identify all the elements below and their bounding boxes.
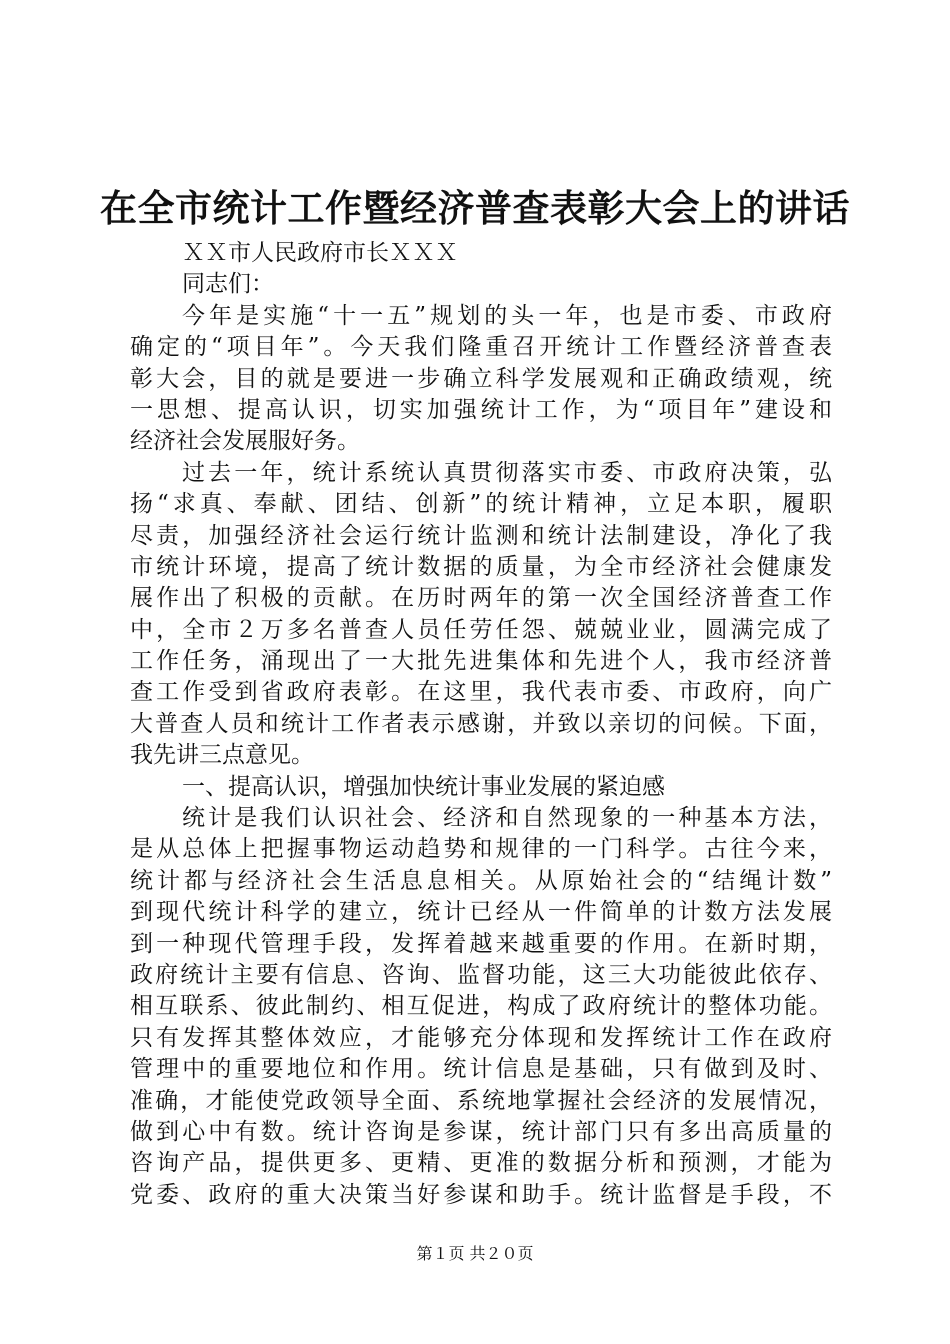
text-line: 相互联系、彼此制约、相互促进，构成了政府统计的整体功能。 — [130, 993, 832, 1020]
text-line: 中，全市２万多名普查人员任劳任怨、兢兢业业，圆满完成了 — [130, 616, 832, 643]
text-line: 过去一年，统计系统认真贯彻落实市委、市政府决策，弘 — [182, 459, 832, 486]
text-line: 管理中的重要地位和作用。统计信息是基础，只有做到及时、 — [130, 1056, 832, 1083]
text-line: 确定的“项目年”。今天我们隆重召开统计工作暨经济普查表 — [130, 334, 832, 361]
text-line: 咨询产品，提供更多、更精、更准的数据分析和预测，才能为 — [130, 1150, 832, 1177]
text-line: 党委、政府的重大决策当好参谋和助手。统计监督是手段，不 — [130, 1181, 832, 1208]
text-line: 政府统计主要有信息、咨询、监督功能，这三大功能彼此依存、 — [130, 961, 832, 988]
text-line: 扬“求真、奉献、团结、创新”的统计精神，立足本职，履职 — [130, 491, 832, 518]
text-line: 到一种现代管理手段，发挥着越来越重要的作用。在新时期， — [130, 930, 832, 957]
text-line: 我先讲三点意见。 — [130, 742, 314, 769]
text-line: 统计都与经济社会生活息息相关。从原始社会的“结绳计数” — [130, 867, 832, 894]
text-line: 做到心中有数。统计咨询是参谋，统计部门只有多出高质量的 — [130, 1118, 832, 1145]
text-line: 经济社会发展服好务。 — [130, 428, 360, 455]
text-line: ＸＸ市人民政府市长ＸＸＸ — [182, 240, 458, 266]
text-line: 工作任务，涌现出了一大批先进集体和先进个人，我市经济普 — [130, 648, 832, 675]
text-line: 大普查人员和统计工作者表示感谢，并致以亲切的问候。下面， — [130, 710, 832, 737]
text-line: 是从总体上把握事物运动趋势和规律的一门科学。古往今来， — [130, 836, 832, 863]
document-body — [130, 238, 832, 1211]
text-line: 查工作受到省政府表彰。在这里，我代表市委、市政府，向广 — [130, 679, 832, 706]
page-number-footer: 第１页 共２０页 — [416, 1244, 534, 1263]
text-line: 市统计环境，提高了统计数据的质量，为全市经济社会健康发 — [130, 553, 832, 580]
text-line: 一、提高认识，增强加快统计事业发展的紧迫感 — [182, 773, 665, 800]
text-line: 只有发挥其整体效应，才能够充分体现和发挥统计工作在政府 — [130, 1024, 832, 1051]
text-line: 一思想、提高认识，切实加强统计工作，为“项目年”建设和 — [130, 396, 832, 423]
text-line: 尽责，加强经济社会运行统计监测和统计法制建设，净化了我 — [130, 522, 832, 549]
text-line: 到现代统计科学的建立，统计已经从一件简单的计数方法发展 — [130, 899, 832, 926]
text-line: 准确，才能使党政领导全面、系统地掌握社会经济的发展情况， — [130, 1087, 832, 1114]
text-line: 统计是我们认识社会、经济和自然现象的一种基本方法， — [182, 805, 832, 832]
text-line: 同志们： — [182, 271, 274, 298]
text-line: 展作出了积极的贡献。在历时两年的第一次全国经济普查工作 — [130, 585, 832, 612]
text-line: 彰大会，目的就是要进一步确立科学发展观和正确政绩观，统 — [130, 365, 832, 392]
document-title: 在全市统计工作暨经济普查表彰大会上的讲话 — [100, 187, 850, 230]
text-line: 今年是实施“十一五”规划的头一年，也是市委、市政府 — [182, 302, 832, 329]
